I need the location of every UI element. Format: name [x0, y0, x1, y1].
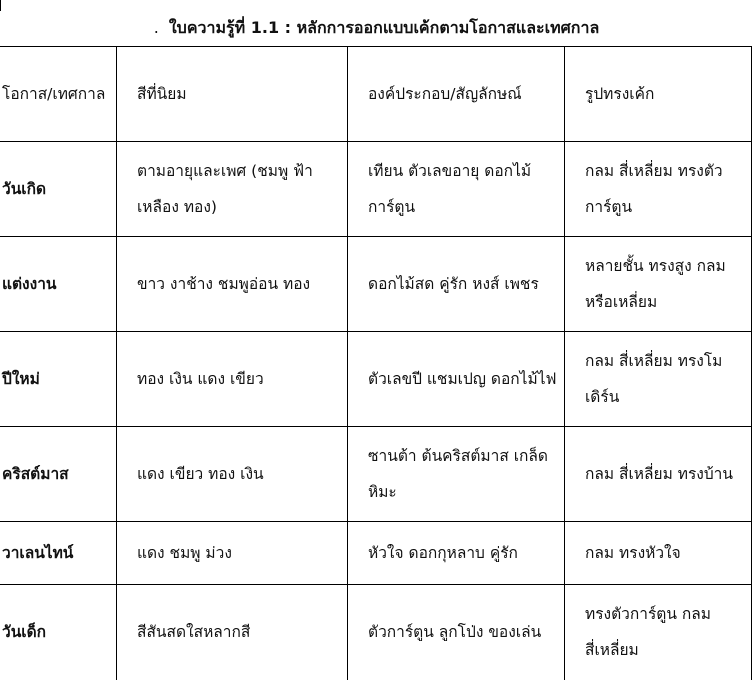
cell-occasion: คริสต์มาส: [0, 427, 117, 522]
cell-elements: ตัวเลขปี แชมเปญ ดอกไม้ไฟ: [348, 332, 565, 427]
table-row: [0, 142, 752, 237]
table-row: [0, 237, 752, 332]
cell-elements: หัวใจ ดอกกุหลาบ คู่รัก: [348, 522, 565, 585]
header-elements: องค์ประกอบ/สัญลักษณ์: [348, 47, 565, 142]
cell-colors: ตามอายุและเพศ (ชมพู ฟ้า เหลือง ทอง): [117, 142, 348, 237]
cell-elements: ตัวการ์ตูน ลูกโป่ง ของเล่น: [348, 585, 565, 680]
cell-shape: กลม สี่เหลี่ยม ทรงโมเดิร์น: [565, 332, 752, 427]
cell-colors: แดง ชมพู ม่วง: [117, 522, 348, 585]
cell-shape: ทรงตัวการ์ตูน กลม สี่เหลี่ยม: [565, 585, 752, 680]
table-row: [0, 522, 752, 585]
title-text: ใบความรู้ที่ 1.1 : หลักการออกแบบเค้กตามโอกาสและเทศกาล: [168, 18, 600, 37]
cell-elements: ดอกไม้สด คู่รัก หงส์ เพชร: [348, 237, 565, 332]
header-shape: รูปทรงเค้ก: [565, 47, 752, 142]
cell-colors: สีสันสดใสหลากสี: [117, 585, 348, 680]
cell-occasion: วันเกิด: [0, 142, 117, 237]
table-header-row: [0, 47, 752, 142]
header-occasion: โอกาส/เทศกาล: [0, 47, 117, 142]
cell-occasion: แต่งงาน: [0, 237, 117, 332]
cell-occasion: วาเลนไทน์: [0, 522, 117, 585]
cell-shape: กลม สี่เหลี่ยม ทรงบ้าน: [565, 427, 752, 522]
cell-elements: เทียน ตัวเลขอายุ ดอกไม้ การ์ตูน: [348, 142, 565, 237]
cell-colors: ทอง เงิน แดง เขียว: [117, 332, 348, 427]
cell-shape: หลายชั้น ทรงสูง กลม หรือเหลี่ยม: [565, 237, 752, 332]
cell-colors: แดง เขียว ทอง เงิน: [117, 427, 348, 522]
title-prefix: .: [153, 18, 159, 37]
header-colors: สีที่นิยม: [117, 47, 348, 142]
cell-shape: กลม สี่เหลี่ยม ทรงตัวการ์ตูน: [565, 142, 752, 237]
document-title: [0, 10, 753, 46]
cell-colors: ขาว งาช้าง ชมพูอ่อน ทอง: [117, 237, 348, 332]
cake-design-table: [0, 46, 752, 680]
table-row: [0, 332, 752, 427]
cell-occasion: ปีใหม่: [0, 332, 117, 427]
cell-occasion: วันเด็ก: [0, 585, 117, 680]
cell-shape: กลม ทรงหัวใจ: [565, 522, 752, 585]
table-row: [0, 427, 752, 522]
cell-elements: ซานต้า ต้นคริสต์มาส เกล็ดหิมะ: [348, 427, 565, 522]
table-row: [0, 585, 752, 680]
